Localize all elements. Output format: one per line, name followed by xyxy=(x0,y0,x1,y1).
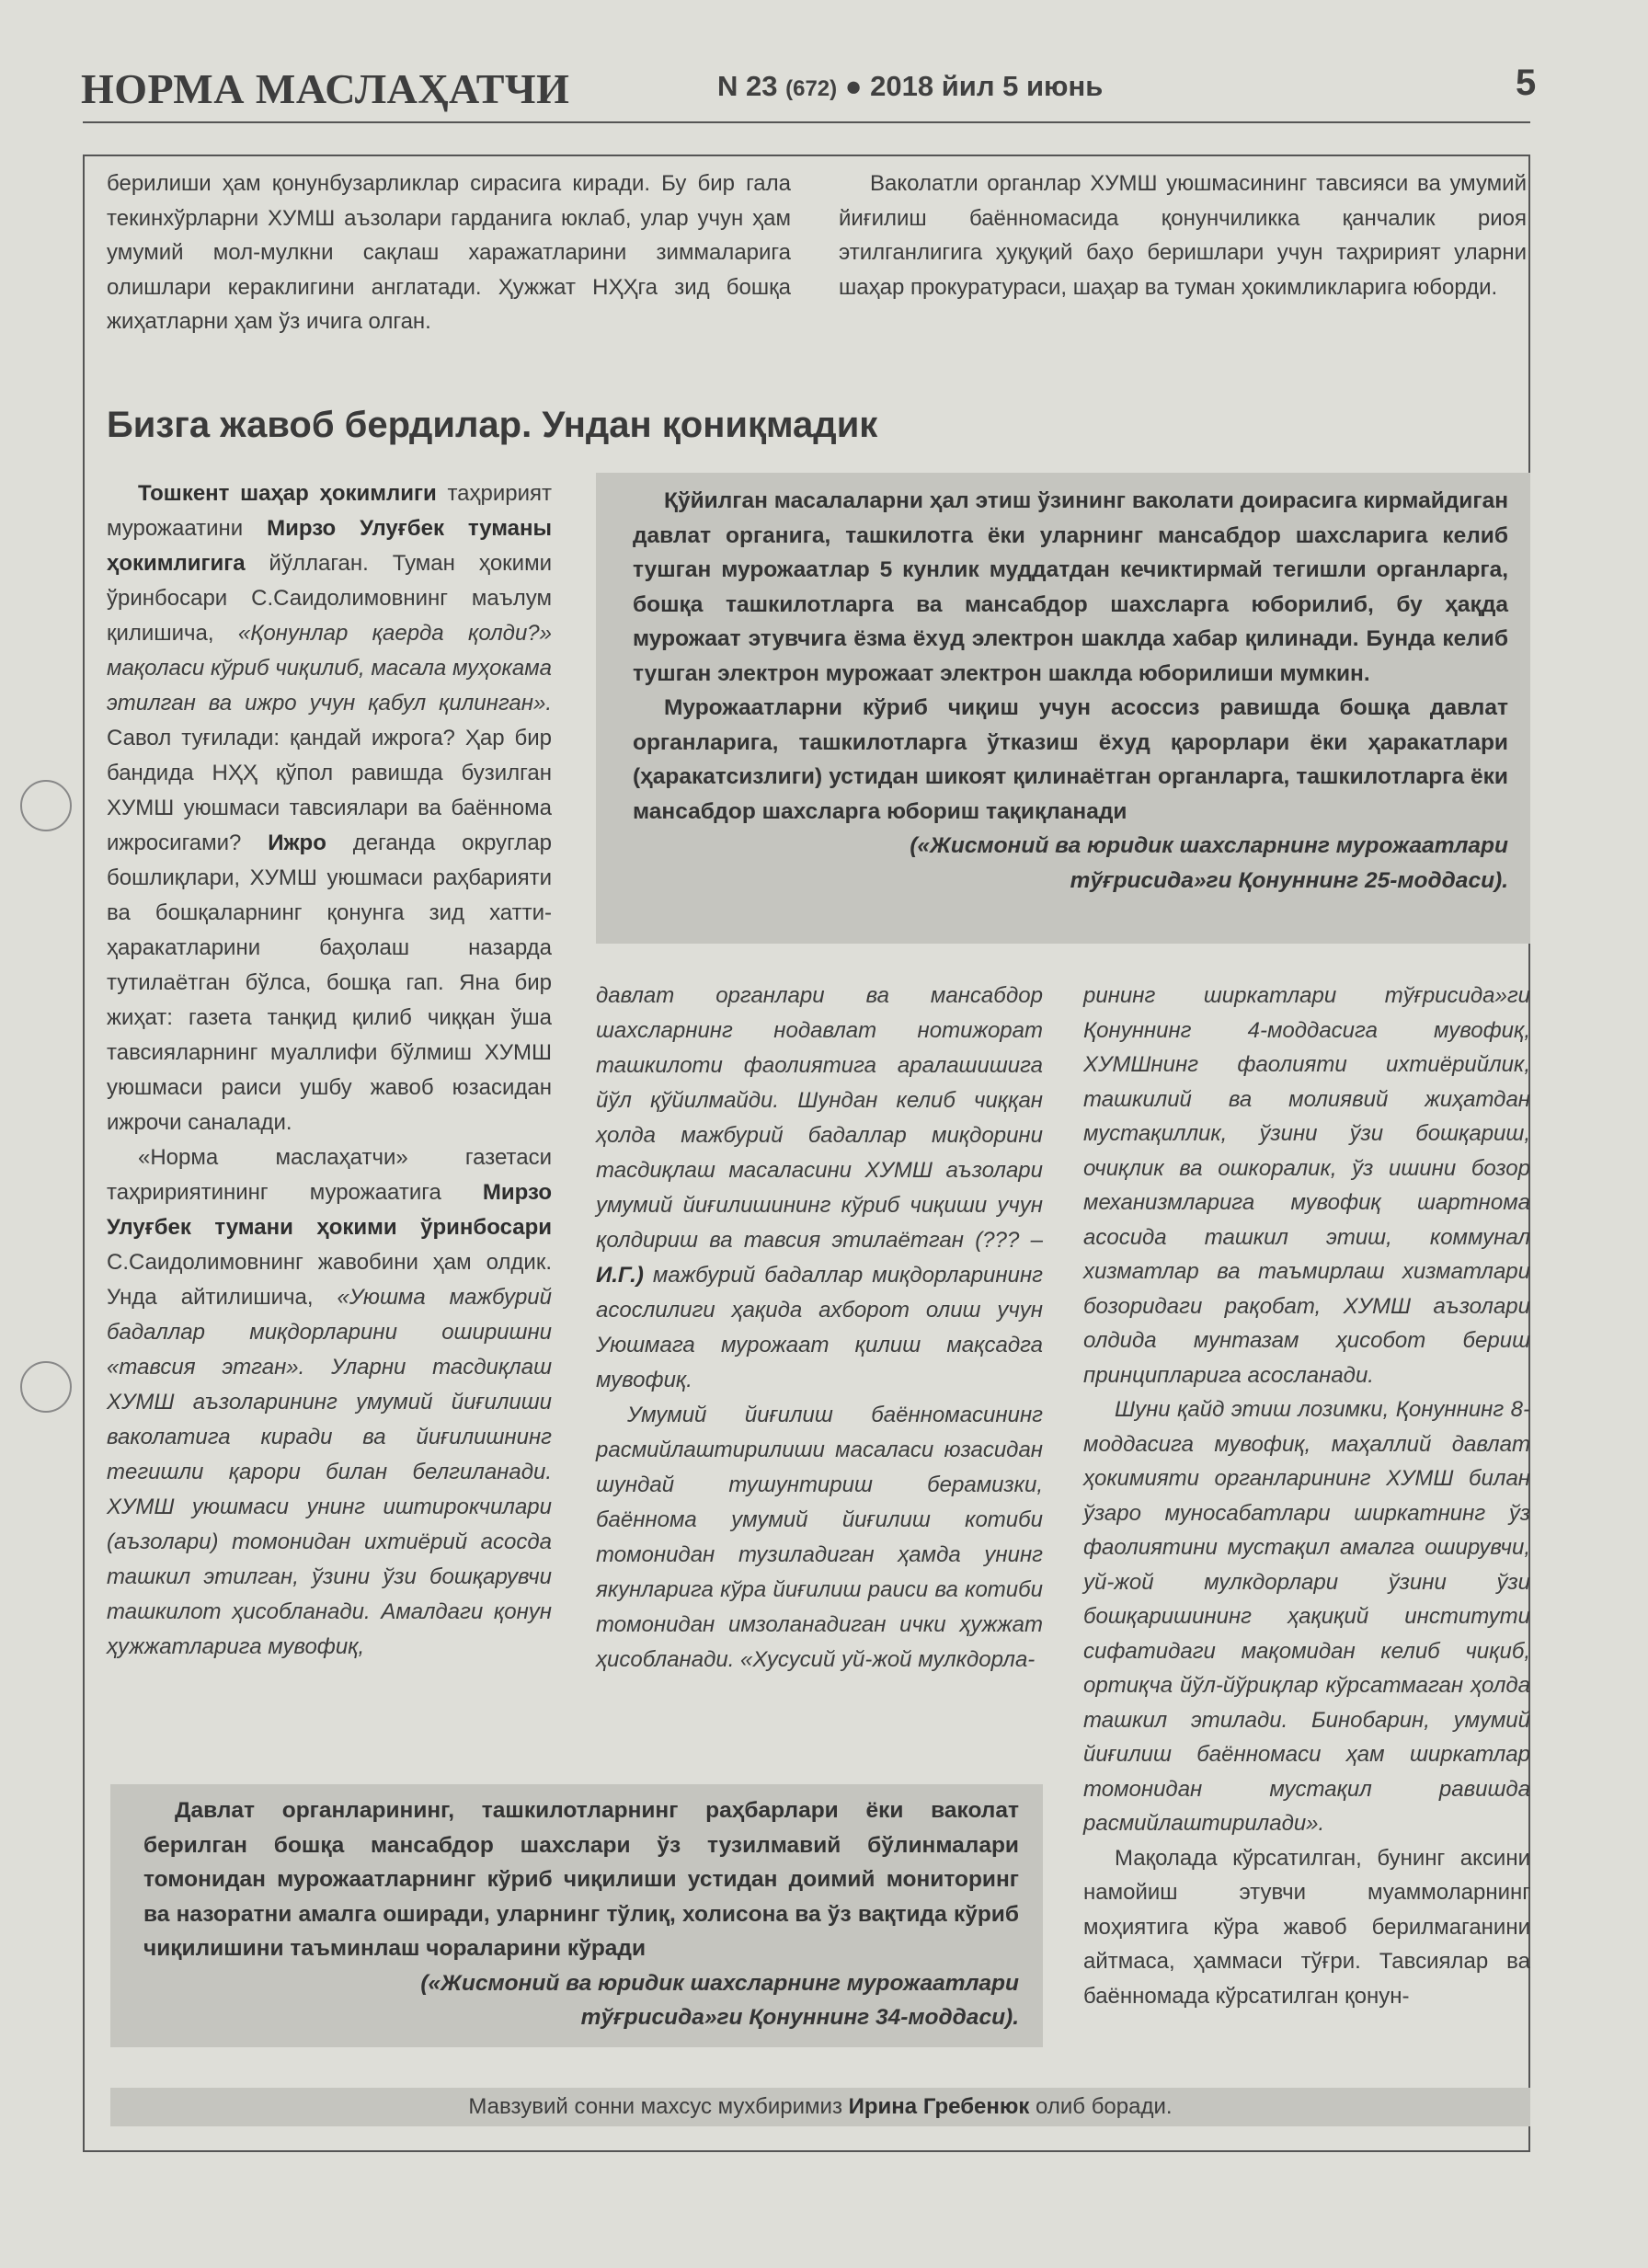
quote-citation: тўғрисида»ги Қонуннинг 25-моддаси). xyxy=(1070,867,1508,893)
text-run: Мавзувий сонни махсус мухбиримиз xyxy=(468,2094,849,2119)
header-rule xyxy=(83,121,1530,123)
text-run: Савол туғилади: қандай ижрога? Ҳар бир бандида НҲҲ қўпол равишда бузилган ХУМШ уюшмаси тавсиялари ва баённома ижросигами? xyxy=(107,726,552,855)
text-run: деганда округлар бошлиқлари, ХУМШ уюшмаси раҳбарияти ва бошқаларнинг қонунга зид хатти-ҳаракатларини баҳолаш назарда тутилаётган бўлса, бошқа гап. Яна бир жиҳат: газета танқид қилиб чиққан ўша тавсияларнинг муаллифи бўлмиш ХУМШ уюшмаси раиси ушбу жавоб юзасидан ижрочи саналади. xyxy=(107,830,553,1135)
paragraph xyxy=(596,979,1043,1398)
italic-run: давлат органлари ва мансабдор шахсларнинг нодавлат нотижорат ташкилоти фаолиятига аралашишига йўл қўйилмайди. Шундан келиб чиққан ҳолда мажбурий бадаллар миқдорини тасдиқлаш масаласини ХУМШ аъзолари умумий йиғилишининг кўриб чиқиши учун қолдириш ва тавсия этилаётган (??? – xyxy=(596,983,1043,1253)
punch-hole-icon xyxy=(20,1361,72,1413)
bold-run: Ижро xyxy=(268,830,326,855)
quote-paragraph: Давлат органларининг, ташкилотларнинг раҳбарлари ёки ваколат берилган бошқа мансабдор шахслари ўз тузилмавий бўлинмалари томонидан мурожаатларнинг кўриб чиқилиши устидан доимий мониторинг ва назоратни амалга оширади, уларнинг тўлиқ, холисона ва ўз вақтида кўриб чиқилишини таъминлаш чораларини кўради xyxy=(143,1798,1019,1961)
author-credit xyxy=(110,2088,1530,2126)
bold-run: Мирзо Улуғбек тумани ҳокими ўринбосари xyxy=(107,1180,552,1240)
italic-run: мажбурий бадаллар миқдорларининг асослилиги ҳақида ахборот олиш учун Уюшмага мурожаат қилиш мақсадга мувофиқ. xyxy=(596,1263,1043,1392)
column-2 xyxy=(596,979,1043,1678)
column-1 xyxy=(107,476,552,1665)
paragraph: берилиши ҳам қонунбузарликлар сирасига киради. Бу бир гала текинхўрларни ХУМШ аъзолари гарданига юклаб, улар учун ҳам умумий мол-мулкни сақлаш харажатларини зиммаларига олишлари кераклигини англатади. Ҳужжат НҲҲга зид бошқа жиҳатларни ҳам ўз ичига олган. xyxy=(107,171,791,334)
paragraph: Ваколатли органлар ХУМШ уюшмасининг тавсияси ва умумий йиғилиш баённомасида қонунчиликка қанчалик риоя этилганлигига ҳуқуқий баҳо беришлари учун таҳририят уларни шаҳар прокуратураси, шаҳар ва туман ҳокимликларига юборди. xyxy=(839,171,1527,300)
law-quote-box-34 xyxy=(110,1784,1043,2047)
quote-paragraph: Қўйилган масалаларни ҳал этиш ўзининг ваколати доирасига кирмайдиган давлат органига, ташкилотга ёки уларнинг мансабдор шахсларига келиб тушган мурожаатлар 5 кунлик муддатдан кечиктирмай тегишли органларга, бошқа ташкилотларга ва мансабдор шахсларга юборилиб, бу ҳақда мурожаат этувчига ёзма ёхуд электрон шаклда хабар қилинади. Бунда келиб тушган электрон мурожаат электрон шаклда юборилиши мумкин. xyxy=(633,488,1508,686)
issue-date: 2018 йил 5 июнь xyxy=(870,70,1104,102)
paragraph: Шуни қайд этиш лозимки, Қонуннинг 8-моддасига мувофиқ, маҳаллий давлат ҳокимияти органларининг ХУМШ билан ўзаро муносабатлари ширкатнинг ўз фаолиятини мустақил амалга оширувчи, уй-жой мулкдорлари ўзини ўзи бошқаришининг ҳақиқий институти сифатидаги мақомидан келиб чиқиб, ортиқча йўл-йўриқлар кўрсатмаган ҳолда ташкил этилади. Бинобарин, умумий йиғилиш баённомаси ҳам ширкатлар томонидан мустақил равишда расмийлаштирилади». xyxy=(1083,1397,1530,1836)
text-run: олиб боради. xyxy=(1029,2094,1173,2119)
italic-run: «Уюшма мажбурий бадаллар миқдорларини оширишни «тавсия этган». Уларни тасдиқлаш ХУМШ аъзоларининг умумий йиғилиши ваколатига киради ва йиғилишнинг тегишли қарори билан белгиланади. ХУМШ уюшмаси унинг иштирокчилари (аъзолари) томонидан ихтиёрий асосда ташкил этилган, ўзини ўзи бошқарувчи ташкилот ҳисобланади. Амалдаги қонун ҳужжатларига мувофиқ, xyxy=(107,1285,553,1659)
quote-citation: («Жисмоний ва юридик шахсларнинг мурожаатлари xyxy=(910,833,1508,858)
italic-run: «Қонунлар қаерда қолди?» мақоласи кўриб чиқилиб, масала муҳокама этилган ва ижро учун қабул қилинган». xyxy=(107,621,552,716)
text-run: йўллаган. Туман ҳокими ўринбосари С.Саидолимовнинг маълум қилишича, xyxy=(107,551,552,646)
masthead: НОРМА МАСЛАҲАТЧИ xyxy=(81,65,570,112)
paragraph: Мақолада кўрсатилган, бунинг аксини намойиш этувчи муаммоларнинг моҳиятига кўра жавоб берилмаганини айтмаса, ҳаммаси тўғри. Тавсиялар ва баённомада кўрсатилган қонун- xyxy=(1083,1845,1530,2009)
text-run: С.Саидолимовнинг жавобини ҳам олдик. Унда айтилишича, xyxy=(107,1250,552,1310)
article-headline: Бизга жавоб бердилар. Ундан қониқмадик xyxy=(107,405,878,445)
paragraph: Умумий йиғилиш баённомасининг расмийлаштирилиши масаласи юзасидан шундай тушунтириш берамизки, баённома умумий йиғилиш котиби томонидан тузиладиган ҳамда унинг якунларига кўра йиғилиш раиси ва котиби томонидан имзоланадиган ички ҳужжат ҳисобланади. «Хусусий уй-жой мулкдорла- xyxy=(596,1403,1043,1672)
issue-number: N 23 xyxy=(717,70,778,102)
punch-hole-icon xyxy=(20,780,72,831)
quote-paragraph: Мурожаатларни кўриб чиқиш учун асоссиз равишда бошқа давлат органларига, ташкилотларга ўтказиш ёхуд қарорлари ёки ҳаракатлари (ҳаракатсизлиги) устидан шикоят қилинаётган органларга, ташкилотларга ёки мансабдор шахсларга юбориш тақиқланади xyxy=(633,695,1508,824)
top-right-text xyxy=(839,166,1527,304)
text-run: таҳририят мурожаатини xyxy=(107,481,553,541)
text-run: «Норма маслаҳатчи» газетаси таҳририятининг мурожаатига xyxy=(107,1145,552,1205)
issue-info xyxy=(717,70,1103,103)
issue-total: (672) xyxy=(785,76,838,101)
page-number: 5 xyxy=(1516,63,1537,103)
top-left-text xyxy=(107,166,791,339)
author-name: Ирина Гребенюк xyxy=(848,2094,1030,2119)
paragraph xyxy=(107,1140,552,1665)
paragraph xyxy=(107,476,552,1140)
bold-run: Тошкент шаҳар ҳокимлиги xyxy=(138,481,437,506)
bullet-icon: ● xyxy=(844,70,863,102)
quote-citation: тўғрисида»ги Қонуннинг 34-моддаси). xyxy=(580,2005,1019,2030)
quote-citation: («Жисмоний ва юридик шахсларнинг мурожаатлари xyxy=(420,1970,1019,1996)
bold-run: Мирзо Улуғбек туманы ҳокимлигига xyxy=(107,516,553,576)
bold-run: И.Г.) xyxy=(596,1263,644,1288)
column-3 xyxy=(1083,979,1530,2013)
paragraph: рининг ширкатлари тўғрисида»ги Қонуннинг 4-моддасига мувофиқ, ХУМШнинг фаолияти ихтиёрийлик, ташкилий ва молиявий жиҳатдан мустақиллик, ўзини ўзи бошқариш, очиқлик ва ошкоралик, ўз ишини бозор механизмларига мувофиқ шартнома асосида ташкил этиш, коммунал хизматлар ва таъмирлаш хизматлари бозоридаги рақобат, ХУМШ аъзолари олдида мунтазам ҳисобот бериш принципларига асосланади. xyxy=(1083,983,1530,1388)
law-quote-box-25 xyxy=(596,473,1530,944)
